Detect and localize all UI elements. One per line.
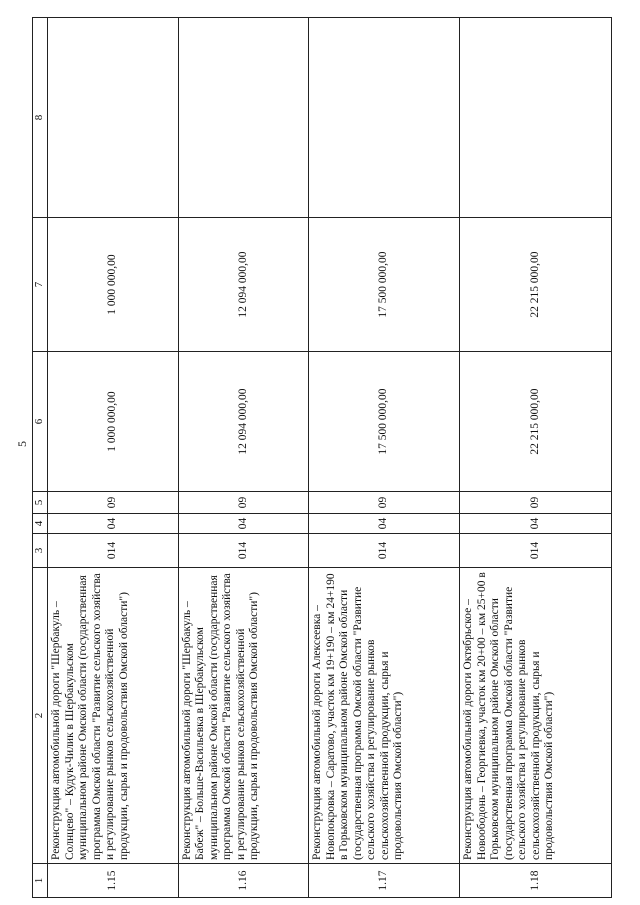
- code-cell: 014: [309, 534, 460, 568]
- budget-table: [32, 17, 612, 898]
- table-row: [48, 18, 179, 898]
- column-header: 6: [33, 352, 48, 492]
- table-row: [178, 18, 309, 898]
- row-number: 1.17: [309, 864, 460, 898]
- amount-cell: 12 094 000,00: [178, 352, 309, 492]
- column-header: 3: [33, 534, 48, 568]
- row-description: Реконструкция автомобильной дороги Октябрьское – Новоободонь – Георгиевка, участок км 20+00 – км 25+00 в Горьковском муниципальном районе Омской области (государственная программа Омской области "Развитие сельского хозяйства и регулирование рынков сельскохозяйственной продукции, сырья и продовольствия Омской области"): [460, 568, 612, 864]
- column-header: 5: [33, 492, 48, 514]
- row-number: 1.16: [178, 864, 309, 898]
- column-header: 8: [33, 18, 48, 218]
- amount-cell: 17 500 000,00: [309, 218, 460, 352]
- table-row: [309, 18, 460, 898]
- code-cell: 09: [309, 492, 460, 514]
- amount-cell: 1 000 000,00: [48, 352, 179, 492]
- amount-cell: 1 000 000,00: [48, 218, 179, 352]
- row-description: Реконструкция автомобильной дороги Алексеевка – Новопокровка – Саратово, участок км 19+190 – км 24+190 в Горьковском муниципальном районе Омской области (государственная программа Омской области "Развитие сельского хозяйства и регулирование рынков сельскохозяйственной продукции, сырья и продовольствия Омской области"): [309, 568, 460, 864]
- empty-cell: [48, 18, 179, 218]
- rotated-table-wrapper: [32, 18, 612, 898]
- rotated-table-canvas: [32, 18, 612, 898]
- empty-cell: [460, 18, 612, 218]
- code-cell: 09: [178, 492, 309, 514]
- header-row: [33, 18, 48, 898]
- amount-cell: 17 500 000,00: [309, 352, 460, 492]
- code-cell: 04: [48, 514, 179, 534]
- column-header: 2: [33, 568, 48, 864]
- code-cell: 04: [460, 514, 612, 534]
- empty-cell: [178, 18, 309, 218]
- column-header: 1: [33, 864, 48, 898]
- code-cell: 09: [460, 492, 612, 514]
- row-number: 1.18: [460, 864, 612, 898]
- code-cell: 014: [178, 534, 309, 568]
- amount-cell: 12 094 000,00: [178, 218, 309, 352]
- row-description: Реконструкция автомобильной дороги "Шербакуль – Бабеж" – Больше-Васильевка в Шербакульском муниципальном районе Омской области (государственная программа Омской области "Развитие сельского хозяйства и регулирование рынков сельскохозяйственной продукции, сырья и продовольствия Омской области"): [178, 568, 309, 864]
- code-cell: 04: [309, 514, 460, 534]
- amount-cell: 22 215 000,00: [460, 352, 612, 492]
- code-cell: 014: [460, 534, 612, 568]
- page-number: 5: [15, 441, 29, 447]
- code-cell: 04: [178, 514, 309, 534]
- empty-cell: [309, 18, 460, 218]
- column-header: 7: [33, 218, 48, 352]
- row-description: Реконструкция автомобильной дороги "Шербакуль – Солнцево" – Кудук-Чилик в Шербакульском муниципальном районе Омской области (государственная программа Омской области "Развитие сельского хозяйства и регулирование рынков сельскохозяйственной продукции, сырья и продовольствия Омской области"): [48, 568, 179, 864]
- column-header: 4: [33, 514, 48, 534]
- amount-cell: 22 215 000,00: [460, 218, 612, 352]
- table-row: [460, 18, 612, 898]
- code-cell: 09: [48, 492, 179, 514]
- row-number: 1.15: [48, 864, 179, 898]
- code-cell: 014: [48, 534, 179, 568]
